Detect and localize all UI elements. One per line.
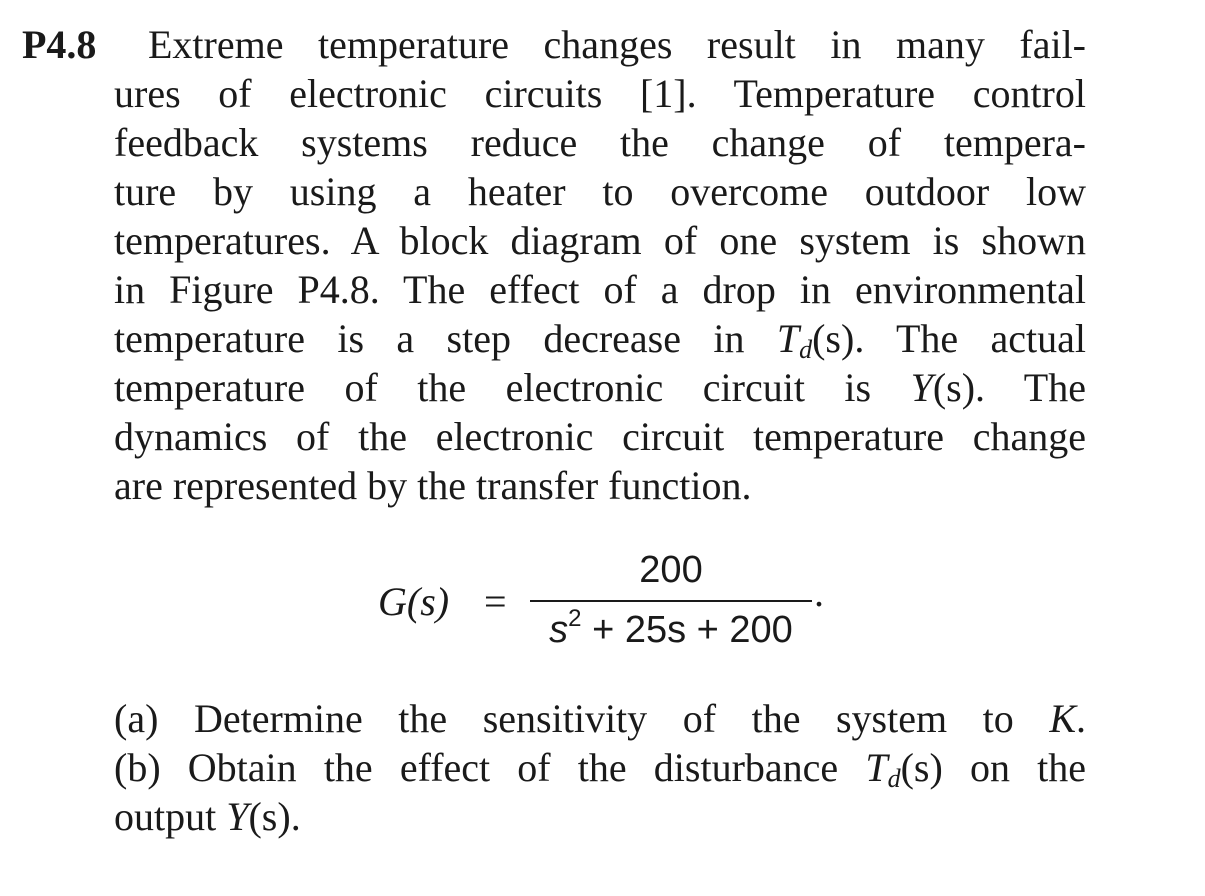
line-7-text: temperature is a step decrease in — [114, 316, 777, 361]
problem-line-2: ures of electronic circuits [1]. Temperature control — [114, 71, 1086, 116]
problem-line-6: in Figure P4.8. The effect of a drop in environmental — [114, 267, 1086, 312]
problem-line-1: Extreme temperature changes result in many fail- — [148, 22, 1086, 67]
fraction-bar — [530, 600, 812, 602]
part-b-end: on the — [942, 745, 1086, 790]
var-T: T — [865, 745, 888, 790]
problem-parts — [114, 694, 1086, 841]
part-a — [114, 694, 1086, 743]
part-b2-end: . — [290, 794, 301, 839]
problem-line-8 — [114, 363, 1086, 412]
denominator-rest: + 25s + 200 — [581, 609, 793, 651]
arg-s: (s) — [248, 794, 291, 839]
problem-line-10: are represented by the transfer function. — [114, 463, 752, 508]
subscript-d: d — [887, 764, 901, 793]
problem-line-7 — [114, 314, 1086, 363]
part-b2-text: output — [114, 794, 227, 839]
problem-line-4: ture by using a heater to overcome outdoor low — [114, 169, 1086, 214]
var-Y: Y — [226, 794, 249, 839]
arg-s: (s) — [900, 745, 943, 790]
denominator-s: s — [549, 609, 569, 651]
part-b-continued — [114, 792, 1086, 841]
problem-line-3: feedback systems reduce the change of tempera- — [114, 120, 1086, 165]
problem-statement — [114, 20, 1086, 510]
equation-lhs: G(s) — [378, 579, 450, 624]
problem-line-9: dynamics of the electronic circuit temperature change — [114, 414, 1086, 459]
problem-number: P4.8 — [22, 22, 97, 67]
equation-period: . — [814, 570, 824, 615]
equals-sign: = — [484, 579, 507, 624]
subscript-d: d — [799, 335, 813, 364]
arg-s: (s) — [812, 316, 855, 361]
arg-s: (s) — [932, 365, 976, 410]
line-8-end: . The — [975, 365, 1086, 410]
part-b — [114, 743, 1086, 792]
fraction-numerator: 200 — [639, 549, 703, 591]
var-T: T — [776, 316, 800, 361]
fraction-denominator — [530, 605, 812, 652]
part-b-text: (b) Obtain the effect of the disturbance — [114, 745, 866, 790]
part-a-text: (a) Determine the sensitivity of the system to — [114, 696, 1050, 741]
line-8-text: temperature of the electronic circuit is — [114, 365, 911, 410]
part-a-end: . — [1076, 696, 1086, 741]
var-Y: Y — [910, 365, 933, 410]
line-7-end: . The actual — [854, 316, 1086, 361]
problem-line-5: temperatures. A block diagram of one system is shown — [114, 218, 1086, 263]
transfer-function-equation — [378, 548, 838, 658]
var-K: K — [1049, 696, 1076, 741]
denominator-exponent: 2 — [568, 605, 582, 632]
